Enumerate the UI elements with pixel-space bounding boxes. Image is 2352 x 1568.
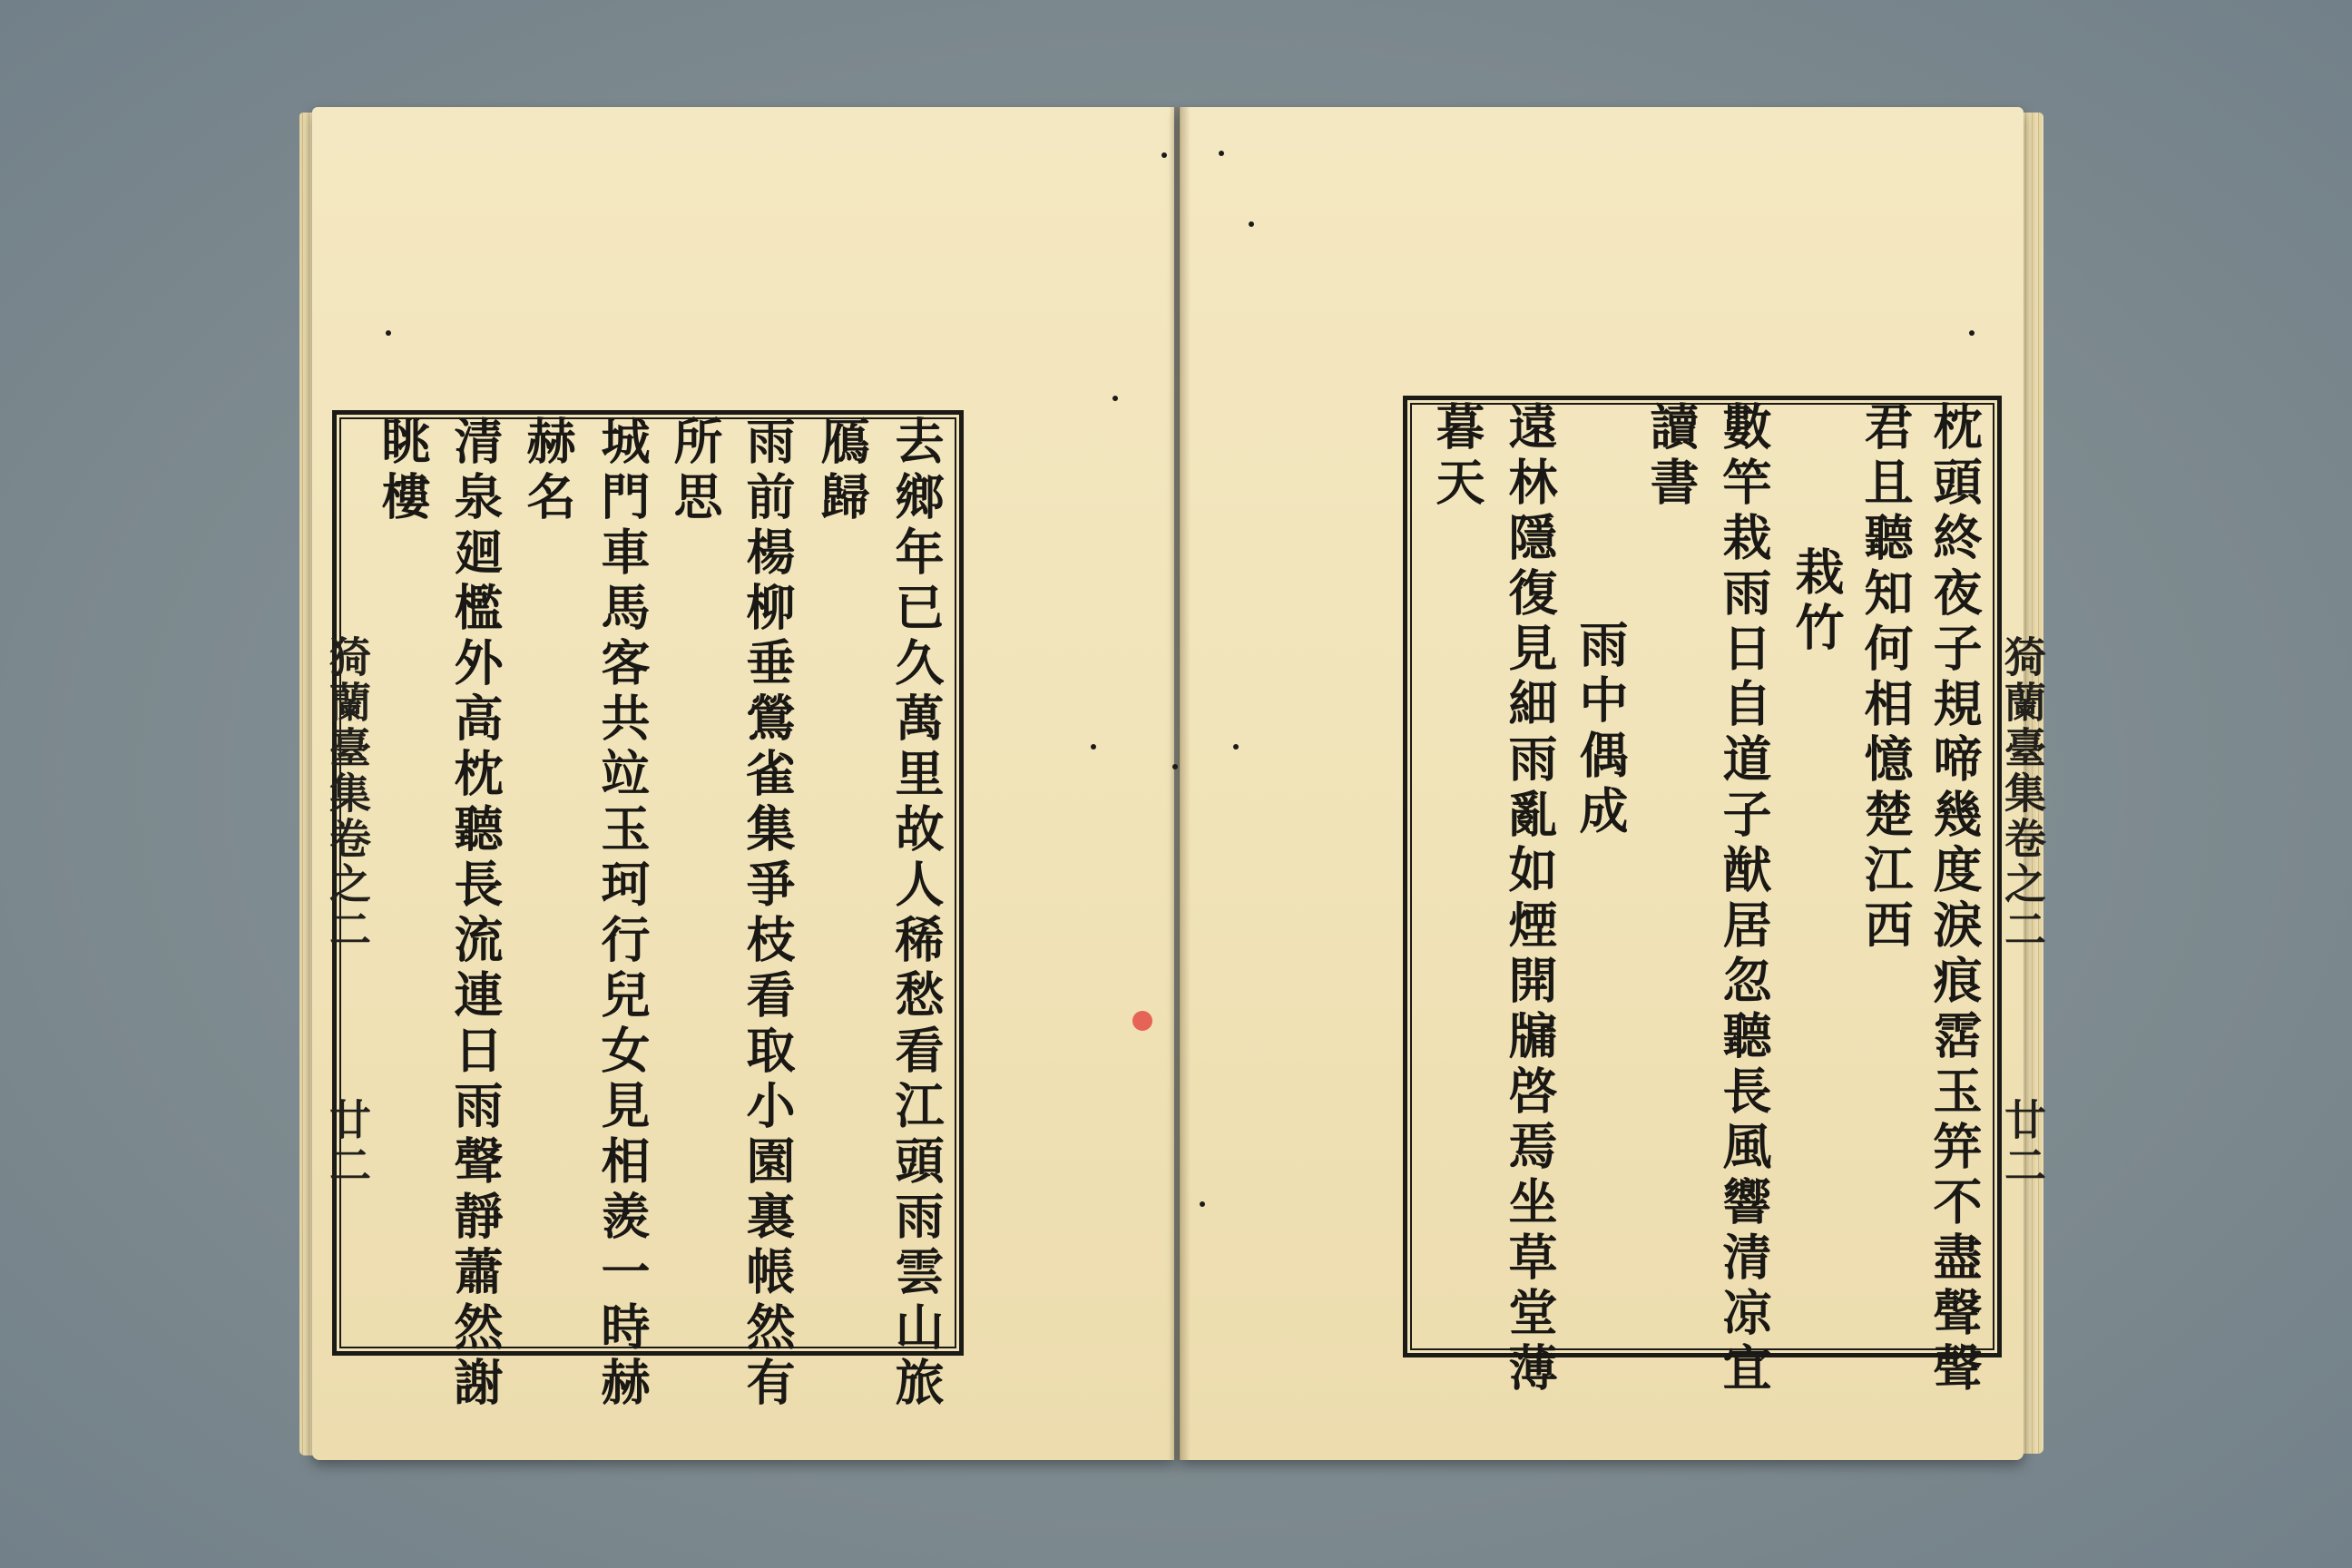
left-col-4: 所思 <box>666 416 724 526</box>
book-gutter <box>1169 107 1191 1460</box>
left-col-3: 雨前楊柳垂鶯雀集爭枝看取小園裏帳然有 <box>739 416 797 1412</box>
ink-dot <box>1233 744 1239 750</box>
ink-dot <box>386 330 391 336</box>
red-seal-mark <box>1132 1011 1152 1031</box>
right-col-3: 栽竹 <box>1788 546 1846 657</box>
left-col-7: 清泉廻檻外高枕聽長流連日雨聲靜蕭然謝 <box>446 416 505 1412</box>
left-col-6: 赫名 <box>519 416 577 526</box>
ink-dot <box>1172 764 1178 769</box>
ink-dot <box>1219 151 1224 156</box>
left-col-5: 城門車馬客共竝玉珂行兒女見相羨一時赫 <box>593 416 652 1412</box>
left-col-1: 去鄉年已久萬里故人稀愁看江頭雨雲山旅 <box>887 416 946 1412</box>
right-col-4: 數竿栽雨日自道子猷居忽聽長風響清凉宜 <box>1715 401 1773 1397</box>
ink-dot <box>1091 744 1096 750</box>
right-spine-page: 廿二 <box>1998 1098 2047 1189</box>
left-col-8: 眺樓 <box>374 416 432 526</box>
ink-dot <box>1969 330 1975 336</box>
ink-dot <box>1249 221 1254 227</box>
ink-dot <box>1112 396 1118 401</box>
right-spine-title: 猗蘭臺集卷之二 <box>1998 635 2047 953</box>
right-col-5: 讀書 <box>1642 401 1700 512</box>
left-col-2: 鴈歸 <box>813 416 871 526</box>
ink-dot <box>1200 1201 1205 1207</box>
left-spine-title: 猗蘭臺集卷之二 <box>323 635 372 953</box>
right-col-8: 暮天 <box>1428 401 1486 512</box>
right-col-7: 遠林隱復見細雨亂如煙開牖啓焉坐草堂薄 <box>1501 401 1559 1397</box>
right-col-1: 枕頭終夜子規啼幾度淚痕霑玉笄不盡聲聲 <box>1926 401 1984 1397</box>
right-col-6: 雨中偶成 <box>1572 619 1630 840</box>
right-col-2: 君且聽知何相憶楚江西 <box>1857 401 1915 955</box>
ink-dot <box>1161 152 1167 158</box>
left-spine-page: 廿二 <box>323 1098 372 1189</box>
